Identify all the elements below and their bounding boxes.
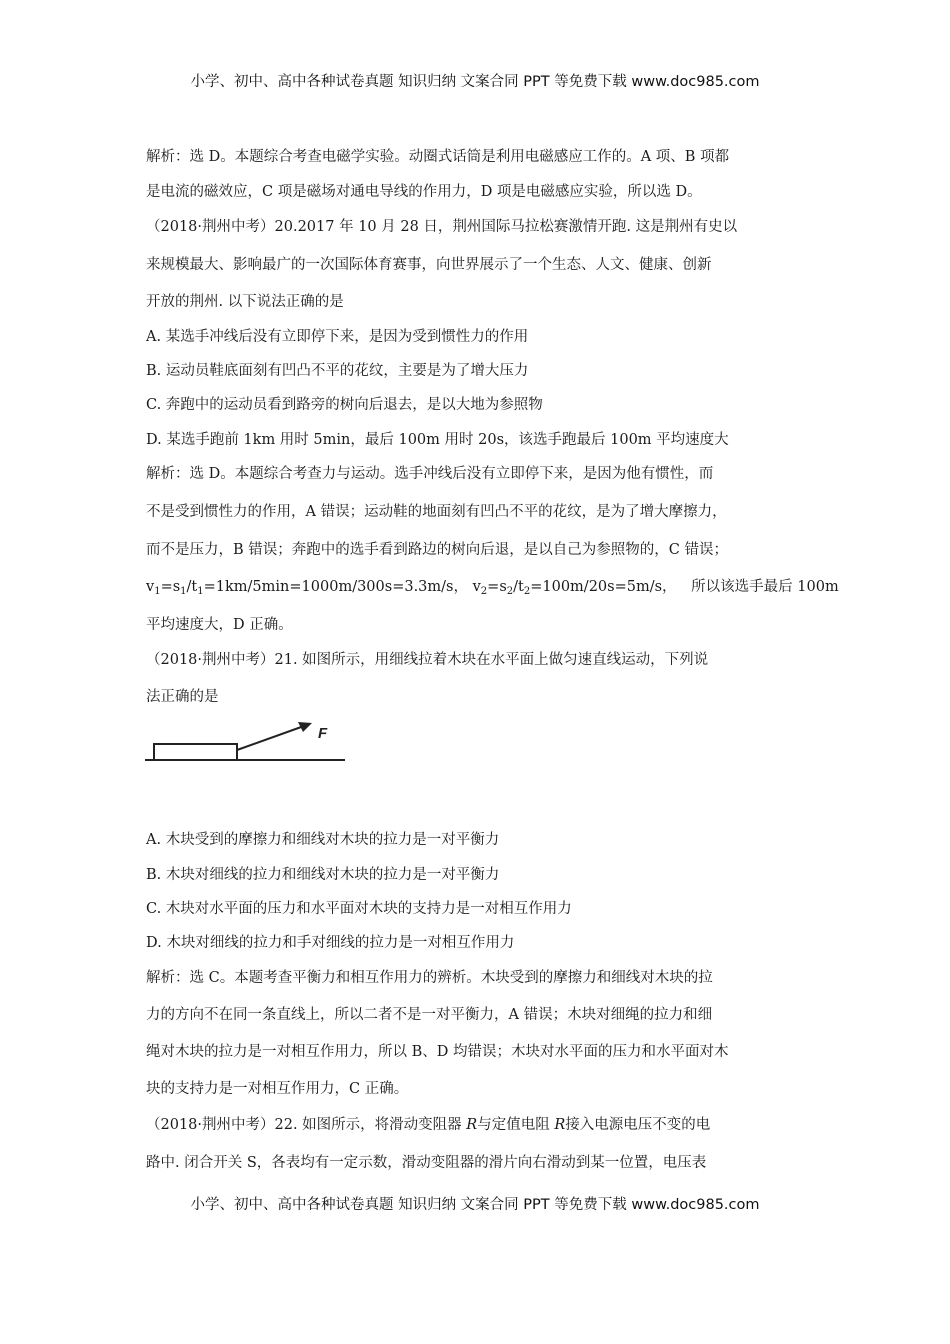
- option-b: B. 木块对细线的拉力和细线对木块的拉力是一对平衡力: [146, 867, 500, 883]
- text-line: 解析：选 D。本题综合考查电磁学实验。动圈式话筒是利用电磁感应工作的。A 项、B 项都: [146, 149, 730, 165]
- text-line: 而不是压力，B 错误；奔跑中的选手看到路边的树向后退，是以自己为参照物的，C 错误；: [146, 542, 728, 558]
- block-force-figure: [140, 718, 350, 773]
- formula-v2: $v_2=s_2/t_2=100m/20s=5m/s$，: [472, 579, 677, 597]
- page-header: 小学、初中、高中各种试卷真题 知识归纳 文案合同 PPT 等免费下载 www.doc985.com: [190, 74, 760, 90]
- option-c: C. 奔跑中的运动员看到路旁的树向后退去，是以大地为参照物: [146, 397, 543, 413]
- option-d: D. 某选手跑前 1km 用时 5min，最后 100m 用时 20s，该选手跑最后 100m 平均速度大: [146, 432, 729, 448]
- text-line: 来规模最大、影响最广的一次国际体育赛事，向世界展示了一个生态、人文、健康、创新: [146, 257, 712, 273]
- formula-tail: 所以该选手最后 100m: [691, 579, 839, 595]
- text-line: 解析：选 C。本题考查平衡力和相互作用力的辨析。木块受到的摩擦力和细线对木块的拉: [146, 970, 713, 986]
- formula-v1: $v_1=s_1/t_1=1km/5\min=1000m/300s=3.3m/s$，: [146, 579, 468, 597]
- page-footer: 小学、初中、高中各种试卷真题 知识归纳 文案合同 PPT 等免费下载 www.doc985.com: [190, 1197, 760, 1213]
- string-line: [237, 726, 304, 750]
- option-a: A. 某选手冲线后没有立即停下来，是因为受到惯性力的作用: [146, 329, 529, 345]
- formula-line: [146, 578, 839, 596]
- text-line: 法正确的是: [146, 689, 219, 705]
- force-label: F: [318, 725, 328, 742]
- text-line: 开放的荆州. 以下说法正确的是: [146, 294, 344, 310]
- resistor-r1: R: [466, 1117, 478, 1133]
- text-line: （2018·荆州中考）21. 如图所示，用细线拉着木块在水平面上做匀速直线运动，下列说: [146, 652, 709, 668]
- text-line: 平均速度大，D 正确。: [146, 617, 293, 633]
- resistor-r2: R: [554, 1117, 566, 1133]
- wooden-block: [154, 744, 237, 760]
- text-line: 不是受到惯性力的作用，A 错误；运动鞋的地面刻有凹凸不平的花纹，是为了增大摩擦力，: [146, 504, 727, 520]
- option-c: C. 木块对水平面的压力和水平面对木块的支持力是一对相互作用力: [146, 901, 572, 917]
- text-line: 是电流的磁效应，C 项是磁场对通电导线的作用力，D 项是电磁感应实验，所以选 D。: [146, 184, 702, 200]
- option-d: D. 木块对细线的拉力和手对细线的拉力是一对相互作用力: [146, 935, 515, 951]
- option-b: B. 运动员鞋底面刻有凹凸不平的花纹，主要是为了增大压力: [146, 363, 529, 379]
- text-line: 绳对木块的拉力是一对相互作用力，所以 B、D 均错误；木块对水平面的压力和水平面对木: [146, 1044, 729, 1060]
- text-line: 解析：选 D。本题综合考查力与运动。选手冲线后没有立即停下来，是因为他有惯性，而: [146, 466, 714, 482]
- text-line: 路中. 闭合开关 S，各表均有一定示数，滑动变阻器的滑片向右滑动到某一位置，电压表: [146, 1155, 707, 1171]
- text-line: （2018·荆州中考）20.2017 年 10 月 28 日，荆州国际马拉松赛激情开跑. 这是荆州有史以: [146, 219, 738, 235]
- text-line: 块的支持力是一对相互作用力，C 正确。: [146, 1081, 409, 1097]
- text-line: 力的方向不在同一条直线上，所以二者不是一对平衡力，A 错误；木块对细绳的拉力和细: [146, 1007, 713, 1023]
- option-a: A. 木块受到的摩擦力和细线对木块的拉力是一对平衡力: [146, 832, 500, 848]
- question-22-line: （2018·荆州中考）22. 如图所示，将滑动变阻器 R与定值电阻 R接入电源电压不变的电: [146, 1117, 711, 1133]
